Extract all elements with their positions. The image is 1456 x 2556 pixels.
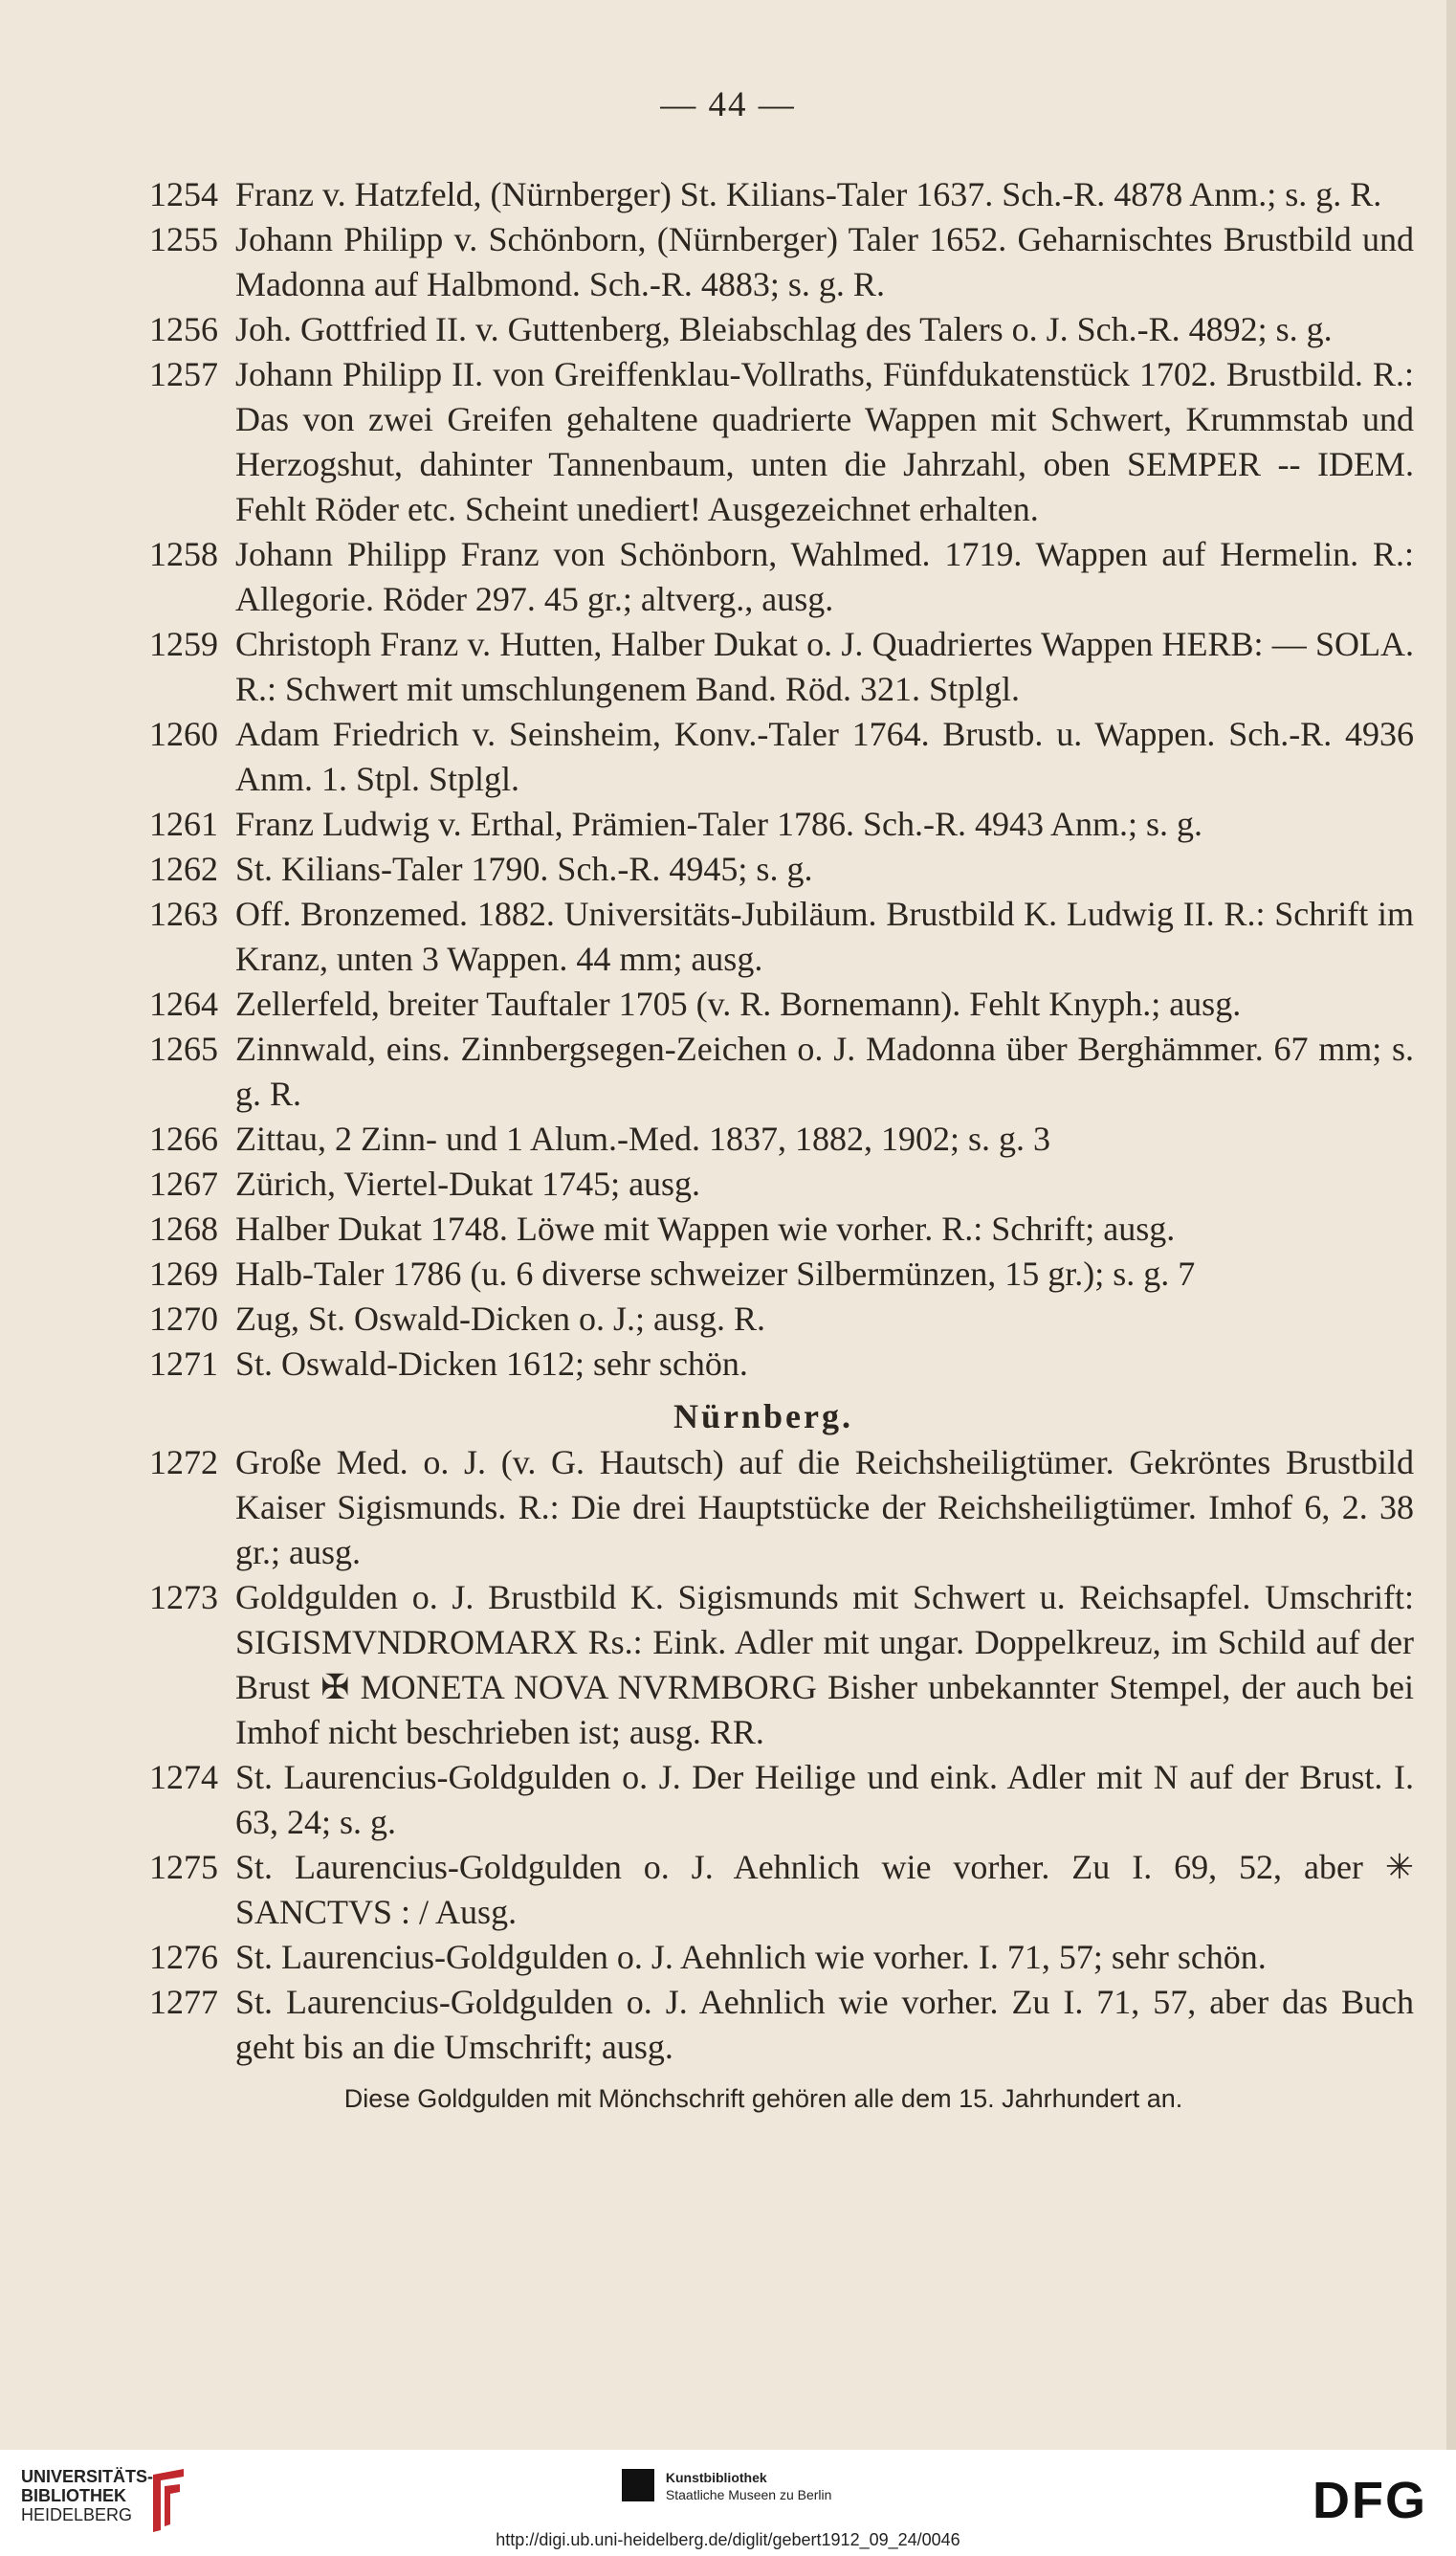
catalog-entry [113, 982, 1414, 1027]
entry-number: 1276 [149, 1938, 218, 1976]
entry-number: 1274 [149, 1758, 218, 1796]
entry-text: Johann Philipp Franz von Schönborn, Wahlmed. 1719. Wappen auf Hermelin. R.: Allegorie. Röder 297. 45 gr.; altverg., ausg. [235, 535, 1414, 618]
kb-line-2: Staatliche Museen zu Berlin [665, 2487, 832, 2502]
entry-number: 1268 [149, 1210, 218, 1248]
entry-text: Off. Bronzemed. 1882. Universitäts-Jubiläum. Brustbild K. Ludwig II. R.: Schrift im Kranz, unten 3 Wappen. 44 mm; ausg. [235, 895, 1414, 978]
entry-text: Zittau, 2 Zinn- und 1 Alum.-Med. 1837, 1882, 1902; s. g. 3 [235, 1120, 1050, 1158]
entry-text: Goldgulden o. J. Brustbild K. Sigismunds mit Schwert u. Reichsapfel. Umschrift: SIGISMVNDROMARX Rs.: Eink. Adler mit ungar. Doppelkreuz, im Schild auf der Brust ✠ MONETA NOVA NVRMBORG Bisher unbekannter Stempel, der auch bei Imhof nicht beschrieben ist; ausg. RR. [235, 1578, 1414, 1751]
catalog-entry [113, 1845, 1414, 1935]
library-mark-icon [147, 2467, 189, 2534]
entry-number: 1266 [149, 1120, 218, 1158]
entry-text: Zug, St. Oswald-Dicken o. J.; ausg. R. [235, 1300, 765, 1338]
catalog-entry [113, 1207, 1414, 1252]
catalog-entry [113, 1980, 1414, 2070]
entry-number: 1263 [149, 895, 218, 933]
lib-line-1: UNIVERSITÄTS- [21, 2467, 154, 2486]
section-heading: Nürnberg. [673, 1397, 853, 1435]
lib-line-2: BIBLIOTHEK [21, 2486, 126, 2505]
entry-number: 1277 [149, 1983, 218, 2021]
catalog-entry [113, 1297, 1414, 1342]
entry-number: 1273 [149, 1578, 218, 1616]
catalog-entry [113, 217, 1414, 307]
catalog-entry [113, 892, 1414, 982]
entry-number: 1255 [149, 220, 218, 258]
entry-number: 1260 [149, 715, 218, 753]
kunstbibliothek-mark-icon [622, 2469, 654, 2501]
entry-number: 1275 [149, 1848, 218, 1886]
entry-number: 1265 [149, 1030, 218, 1068]
entry-text: Franz v. Hatzfeld, (Nürnberger) St. Kilians-Taler 1637. Sch.-R. 4878 Anm.; s. g. R. [235, 175, 1382, 213]
footnote: Diese Goldgulden mit Mönchschrift gehören alle dem 15. Jahrhundert an. [343, 2084, 1183, 2113]
entry-number: 1259 [149, 625, 218, 663]
entry-text: Große Med. o. J. (v. G. Hautsch) auf die Reichsheiligtümer. Gekröntes Brustbild Kaiser Sigismunds. R.: Die drei Hauptstücke der Reichsheiligtümer. Imhof 6, 2. 38 gr.; ausg. [235, 1443, 1414, 1571]
entry-text: Adam Friedrich v. Seinsheim, Konv.-Taler 1764. Brustb. u. Wappen. Sch.-R. 4936 Anm. 1. Stpl. Stplgl. [235, 715, 1414, 798]
footer-bar [0, 2450, 1456, 2556]
catalog-entry [113, 1252, 1414, 1297]
entry-number: 1256 [149, 310, 218, 348]
entry-number: 1264 [149, 985, 218, 1023]
entry-text: St. Oswald-Dicken 1612; sehr schön. [235, 1345, 748, 1383]
entry-number: 1271 [149, 1345, 218, 1383]
entry-text: St. Laurencius-Goldgulden o. J. Aehnlich wie vorher. Zu I. 69, 52, aber ✳ SANCTVS : / Ausg. [235, 1848, 1414, 1931]
catalog-entry [113, 1440, 1414, 1575]
entry-text: Franz Ludwig v. Erthal, Prämien-Taler 1786. Sch.-R. 4943 Anm.; s. g. [235, 805, 1202, 843]
catalog-entry [113, 1935, 1414, 1980]
entry-text: Zürich, Viertel-Dukat 1745; ausg. [235, 1165, 701, 1203]
catalog-entry [113, 1162, 1414, 1207]
kb-line-1: Kunstbibliothek [665, 2470, 767, 2485]
catalog-entry [113, 352, 1414, 532]
entry-text: Halber Dukat 1748. Löwe mit Wappen wie vorher. R.: Schrift; ausg. [235, 1210, 1176, 1248]
catalog-entry [113, 532, 1414, 622]
catalog-entry [113, 1117, 1414, 1162]
catalog-entry [113, 712, 1414, 802]
entry-text: St. Laurencius-Goldgulden o. J. Aehnlich wie vorher. Zu I. 71, 57, aber das Buch geht bis an die Umschrift; ausg. [235, 1983, 1414, 2066]
catalog-entry [113, 1755, 1414, 1845]
entry-text: Joh. Gottfried II. v. Guttenberg, Bleiabschlag des Talers o. J. Sch.-R. 4892; s. g. [235, 310, 1333, 348]
page-number: — 44 — [660, 85, 796, 124]
lib-line-3: HEIDELBERG [21, 2505, 133, 2524]
entry-number: 1270 [149, 1300, 218, 1338]
entry-number: 1262 [149, 850, 218, 888]
entry-number: 1272 [149, 1443, 218, 1481]
entry-text: Johann Philipp II. von Greiffenklau-Vollraths, Fünfdukatenstück 1702. Brustbild. R.: Das von zwei Greifen gehaltene quadrierte Wappen mit Schwert, Krummstab und Herzogshut, dahinter Tannenbaum, unten die Jahrzahl, oben SEMPER -- IDEM. Fehlt Röder etc. Scheint unediert! Ausgezeichnet erhalten. [235, 355, 1414, 528]
catalog-entry [113, 307, 1414, 352]
entry-text: Zinnwald, eins. Zinnbergsegen-Zeichen o. J. Madonna über Berghämmer. 67 mm; s. g. R. [235, 1030, 1414, 1113]
entry-text: St. Laurencius-Goldgulden o. J. Aehnlich wie vorher. I. 71, 57; sehr schön. [235, 1938, 1267, 1976]
entry-number: 1257 [149, 355, 218, 393]
catalog-entry [113, 1027, 1414, 1117]
entry-text: Zellerfeld, breiter Tauftaler 1705 (v. R. Bornemann). Fehlt Knyph.; ausg. [235, 985, 1242, 1023]
entry-number: 1269 [149, 1255, 218, 1293]
heidelberg-library-logo[interactable] [21, 2467, 153, 2524]
entry-number: 1254 [149, 175, 218, 213]
catalog-entry [113, 847, 1414, 892]
entry-text: St. Laurencius-Goldgulden o. J. Der Heilige und eink. Adler mit N auf der Brust. I. 63, 24; s. g. [235, 1758, 1414, 1841]
catalog-entry [113, 622, 1414, 712]
entry-text: Christoph Franz v. Hutten, Halber Dukat o. J. Quadriertes Wappen HERB: — SOLA. R.: Schwert mit umschlungenem Band. Röd. 321. Stplgl. [235, 625, 1414, 708]
catalog-entry [113, 1575, 1414, 1755]
source-url[interactable]: http://digi.ub.uni-heidelberg.de/diglit/gebert1912_09_24/0046 [496, 2530, 960, 2549]
entry-list [113, 172, 1414, 2118]
catalog-entry [113, 1342, 1414, 1387]
dfg-logo[interactable]: DFG [1313, 2472, 1427, 2529]
catalog-entry [113, 802, 1414, 847]
entry-text: Halb-Taler 1786 (u. 6 diverse schweizer Silbermünzen, 15 gr.); s. g. 7 [235, 1255, 1196, 1293]
catalog-entry [113, 172, 1414, 217]
entry-number: 1258 [149, 535, 218, 573]
entry-text: St. Kilians-Taler 1790. Sch.-R. 4945; s. g. [235, 850, 813, 888]
kunstbibliothek-logo[interactable] [622, 2469, 831, 2503]
entry-text: Johann Philipp v. Schönborn, (Nürnberger) Taler 1652. Geharnischtes Brustbild und Madonna auf Halbmond. Sch.-R. 4883; s. g. R. [235, 220, 1414, 303]
entry-number: 1267 [149, 1165, 218, 1203]
entry-number: 1261 [149, 805, 218, 843]
